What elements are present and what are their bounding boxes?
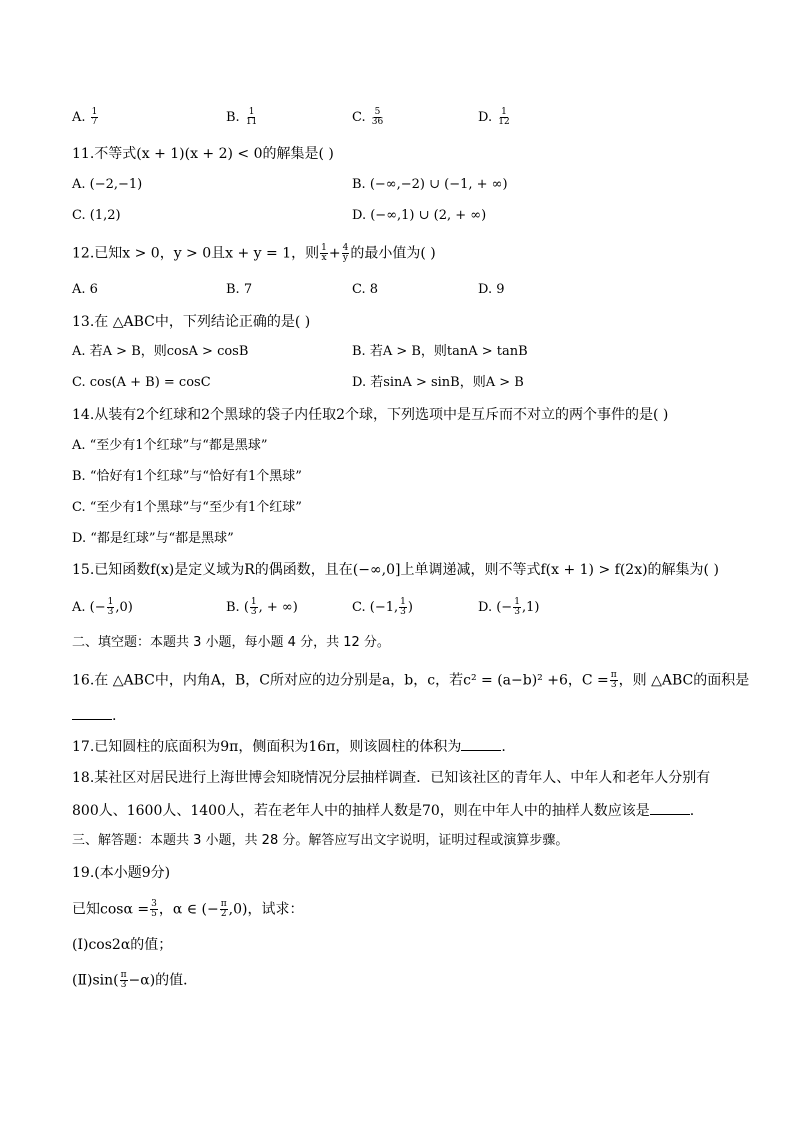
denominator: 11 — [245, 117, 258, 127]
q14-option-d: D. “都是红球”与“都是黑球” — [72, 531, 234, 546]
option-text: A. (− — [72, 600, 106, 615]
option-label: A. — [72, 110, 86, 125]
numerator: 1 — [91, 107, 98, 117]
q10-option-d — [478, 108, 512, 127]
q13-option-c: C. cos(A + B) = cosC — [72, 375, 211, 390]
fraction — [120, 971, 128, 990]
numerator: 1 — [250, 597, 257, 607]
option-text: D. (− — [478, 600, 513, 615]
option-text-end: , + ∞) — [258, 600, 298, 615]
q12-text-end: 的最小值为( ) — [350, 245, 436, 262]
q12-text: 12.已知x > 0，y > 0且x + y = 1，则 — [72, 245, 320, 262]
q10-option-a — [72, 108, 99, 127]
q12-option-d: D. 9 — [478, 282, 505, 297]
q11-option-c: C. (1,2) — [72, 208, 121, 223]
option-text: B. ( — [226, 600, 249, 615]
numerator: 1 — [514, 597, 520, 607]
fraction — [513, 598, 521, 617]
q15-option-d — [478, 598, 539, 617]
option-text-end: ) — [407, 600, 413, 615]
fraction — [497, 108, 510, 127]
q12-option-a: A. 6 — [72, 282, 98, 297]
denominator: 3 — [120, 980, 127, 990]
fraction — [245, 108, 258, 127]
answer-blank[interactable] — [461, 738, 501, 751]
numerator: π — [120, 970, 127, 980]
q11-option-d: D. (−∞,1) ∪ (2, + ∞) — [352, 208, 487, 223]
q11-option-b: B. (−∞,−2) ∪ (−1, + ∞) — [352, 177, 508, 192]
q17-stem — [72, 738, 506, 756]
denominator: 12 — [498, 117, 510, 127]
q19-text-mid: ，α ∈ (− — [158, 901, 219, 918]
denominator: 3 — [400, 607, 406, 617]
q18-stem-line2 — [72, 802, 694, 820]
q17-text: 17.已知圆柱的底面积为9π，侧面积为16π，则该圆柱的体积为 — [72, 739, 462, 755]
q13-option-d: D. 若sinA > sinB，则A > B — [352, 375, 524, 390]
numerator: 1 — [501, 107, 507, 117]
q11-stem: 11.不等式(x + 1)(x + 2) < 0的解集是( ) — [72, 146, 334, 162]
q15-stem: 15.已知函数f(x)是定义域为R的偶函数，且在(−∞,0]上单调递减，则不等式f(x + 1) > f(2x)的解集为( ) — [72, 562, 719, 578]
denominator: 7 — [91, 117, 98, 127]
denominator: 3 — [514, 607, 520, 617]
fraction — [610, 671, 618, 690]
q14-option-c: C. “至少有1个黑球”与“至少有1个红球” — [72, 500, 302, 515]
q19-given — [72, 900, 304, 919]
numerator: 5 — [374, 107, 381, 117]
q11-option-a: A. (−2,−1) — [72, 177, 143, 192]
numerator: 3 — [151, 899, 157, 909]
option-label: B. — [226, 110, 240, 125]
q18-stem-line1: 18.某社区对居民进行上海世博会知晓情况分层抽样调查．已知该社区的青年人、中年人和老年人分别有 — [72, 770, 711, 786]
numerator: π — [610, 670, 617, 680]
answer-blank[interactable] — [650, 802, 690, 815]
q15-option-b — [226, 598, 298, 617]
period: . — [112, 708, 117, 724]
q16-stem — [72, 671, 749, 690]
q15-option-a — [72, 598, 133, 617]
denominator: 3 — [610, 680, 617, 690]
fraction — [250, 598, 258, 617]
q18-text: 800人、1600人、1400人，若在老年人中的抽样人数是70，则在中年人中的抽样人数应该是 — [72, 803, 650, 819]
denominator: 3 — [107, 607, 114, 617]
fraction — [342, 244, 350, 263]
numerator: 4 — [342, 243, 349, 253]
numerator: 1 — [107, 597, 114, 607]
section-heading-fill-in: 二、填空题：本题共 3 小题，每小题 4 分，共 12 分。 — [72, 635, 390, 650]
q12-option-c: C. 8 — [352, 282, 379, 297]
denominator: 36 — [371, 117, 384, 127]
denominator: 2 — [220, 909, 227, 919]
fraction — [371, 108, 384, 127]
numerator: π — [220, 899, 227, 909]
option-label: D. — [478, 110, 493, 125]
fraction — [91, 108, 99, 127]
q10-option-c — [352, 108, 385, 127]
q19-text-end: ,0)，试求： — [228, 901, 304, 918]
answer-blank[interactable] — [72, 707, 112, 720]
fraction — [320, 244, 328, 263]
q12-stem — [72, 244, 436, 263]
denominator: y — [342, 253, 348, 263]
option-text: C. (−1, — [352, 600, 399, 615]
fraction — [150, 900, 158, 919]
q19-part2-text-end: −α)的值． — [128, 972, 198, 989]
q14-option-a: A. “至少有1个红球”与“都是黑球” — [72, 438, 268, 453]
q16-text: 16.在 △ABC中，内角A，B，C所对应的边分别是a，b，c，若c² = (a−b)² +6，C = — [72, 672, 609, 689]
q13-option-a: A. 若A > B，则cosA > cosB — [72, 344, 249, 359]
q13-option-b: B. 若A > B，则tanA > tanB — [352, 344, 528, 359]
period: . — [501, 739, 506, 755]
denominator: 5 — [151, 909, 157, 919]
denominator: 3 — [250, 607, 257, 617]
q15-option-c — [352, 598, 413, 617]
q13-stem: 13.在 △ABC中，下列结论正确的是( ) — [72, 314, 311, 330]
section-heading-answers: 三、解答题：本题共 3 小题，共 28 分。解答应写出文字说明，证明过程或演算步骤。 — [72, 833, 569, 848]
denominator: x — [321, 253, 327, 263]
option-text-end: ,0) — [115, 600, 133, 615]
q16-text-end: ，则 △ABC的面积是 — [618, 672, 750, 689]
q14-stem: 14.从装有2个红球和2个黑球的袋子内任取2个球，下列选项中是互斥而不对立的两个事件的是( ) — [72, 407, 669, 423]
q12-option-b: B. 7 — [226, 282, 253, 297]
q19-part2 — [72, 971, 197, 990]
q19-part1: (Ⅰ)cos2α的值； — [72, 937, 173, 953]
numerator: 1 — [321, 243, 327, 253]
period: . — [689, 803, 695, 819]
q19-title: 19.(本小题9分) — [72, 865, 171, 881]
q19-text: 已知cosα = — [72, 901, 150, 918]
q14-option-b: B. “恰好有1个红球”与“恰好有1个黑球” — [72, 469, 302, 484]
fraction — [220, 900, 228, 919]
numerator: 1 — [248, 107, 255, 117]
fraction — [399, 598, 407, 617]
q10-option-b — [226, 108, 259, 127]
numerator: 1 — [400, 597, 406, 607]
q19-part2-text: (Ⅱ)sin( — [72, 972, 119, 989]
plus-sign: + — [328, 245, 341, 262]
option-text-end: ,1) — [521, 600, 540, 615]
option-label: C. — [352, 110, 366, 125]
q16-answer-line — [72, 707, 116, 725]
fraction — [107, 598, 115, 617]
